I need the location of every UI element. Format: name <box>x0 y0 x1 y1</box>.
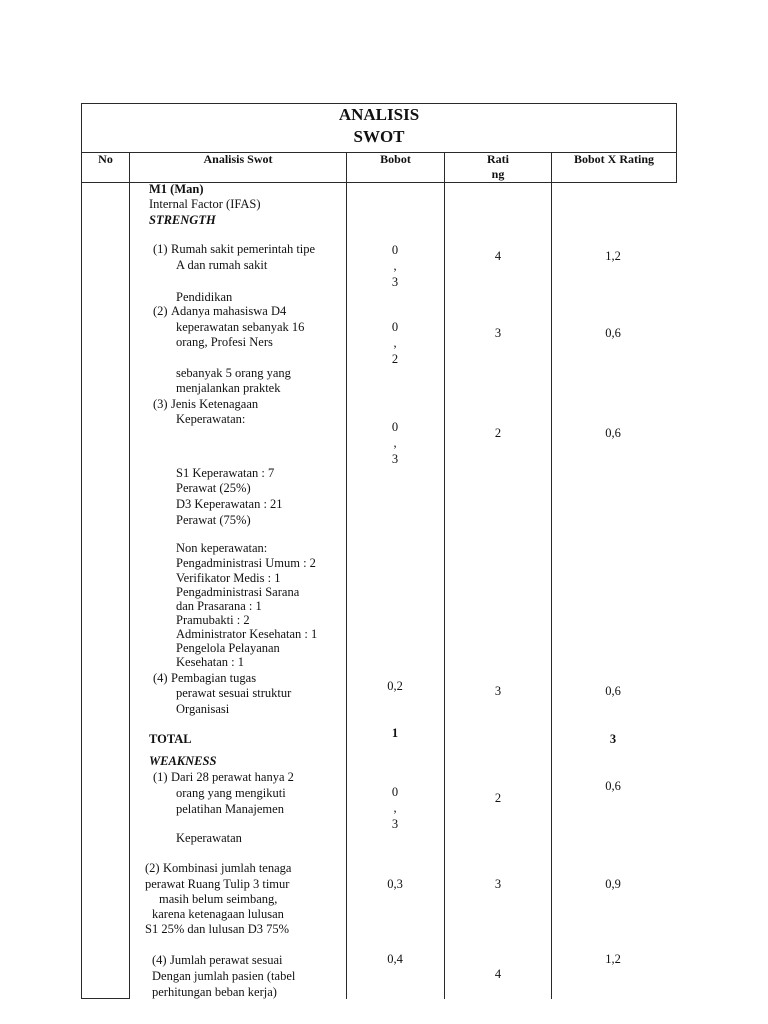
weakness-item-1-rating: 2 <box>494 791 502 805</box>
weakness-item-1-score: 0,6 <box>605 779 621 793</box>
strength-item-4-number: (4) <box>153 671 168 685</box>
strength-item-1-bobot-part-3: 3 <box>391 275 399 289</box>
header-bobot: Bobot <box>380 152 411 166</box>
strength-item-3-bobot-part-1: 0 <box>391 420 399 434</box>
strength-item-3-line-6: Perawat (75%) <box>176 513 251 527</box>
column-divider-bobot <box>444 152 445 999</box>
strength-item-1-number: (1) <box>153 242 168 256</box>
weakness-item-2-bobot: 0,3 <box>387 877 403 891</box>
document-title-line-1: ANALISIS <box>338 105 420 124</box>
strength-item-1-bobot-part-1: 0 <box>391 243 399 257</box>
weakness-item-1-line-3: pelatihan Manajemen <box>176 802 284 816</box>
strength-item-2-bobot-part-2: , <box>393 336 397 350</box>
weakness-item-2-line-2: perawat Ruang Tulip 3 timur <box>145 877 290 891</box>
weakness-item-1-bobot-part-1: 0 <box>391 785 399 799</box>
weakness-item-4-line-2: Dengan jumlah pasien (tabel <box>152 969 296 983</box>
strength-item-2-line-5: menjalankan praktek <box>176 381 281 395</box>
strength-total-label: TOTAL <box>149 732 192 746</box>
strength-item-3-line-11: dan Prasarana : 1 <box>176 599 262 613</box>
section-strength: STRENGTH <box>149 213 216 227</box>
strength-item-4-score: 0,6 <box>605 684 621 698</box>
strength-item-3-line-7: Non keperawatan: <box>176 541 268 555</box>
strength-item-4-rating: 3 <box>494 684 502 698</box>
header-rating-line-2: ng <box>491 167 505 181</box>
column-divider-analisis <box>346 152 347 999</box>
header-analisis-swot: Analisis Swot <box>203 152 273 166</box>
section-weakness: WEAKNESS <box>149 754 217 768</box>
strength-item-3-line-8: Pengadministrasi Umum : 2 <box>176 556 316 570</box>
strength-item-1-line-2: A dan rumah sakit <box>176 258 268 272</box>
strength-item-3-line-14: Pengelola Pelayanan <box>176 641 280 655</box>
strength-item-1-bobot-part-2: , <box>393 259 397 273</box>
weakness-item-1-number: (1) <box>153 770 168 784</box>
strength-item-4-line-1: Pembagian tugas <box>171 671 257 685</box>
strength-item-3-line-15: Kesehatan : 1 <box>176 655 245 669</box>
weakness-item-4-number: (4) <box>152 953 167 967</box>
section-internal-factor: Internal Factor (IFAS) <box>149 197 261 211</box>
strength-item-2-rating: 3 <box>494 326 502 340</box>
strength-item-2-number: (2) <box>153 304 168 318</box>
weakness-item-1-line-2: orang yang mengikuti <box>176 786 286 800</box>
strength-item-3-line-2: Keperawatan: <box>176 412 246 426</box>
weakness-item-2-line-4: karena ketenagaan lulusan <box>152 907 284 921</box>
strength-item-3-number: (3) <box>153 397 168 411</box>
strength-total-bobot: 1 <box>391 726 399 740</box>
strength-item-3-line-4: Perawat (25%) <box>176 481 251 495</box>
weakness-item-2-line-5: S1 25% dan lulusan D3 75% <box>145 922 290 936</box>
strength-item-3-bobot-part-3: 3 <box>391 452 399 466</box>
strength-item-2-line-3: orang, Profesi Ners <box>176 335 273 349</box>
strength-item-3-line-10: Pengadministrasi Sarana <box>176 585 300 599</box>
strength-item-3-line-13: Administrator Kesehatan : 1 <box>176 627 318 641</box>
document-title-line-2: SWOT <box>353 127 405 146</box>
weakness-item-1-bobot-part-2: , <box>393 801 397 815</box>
weakness-item-1-line-1: Dari 28 perawat hanya 2 <box>171 770 294 784</box>
strength-item-3-rating: 2 <box>494 426 502 440</box>
weakness-item-2-line-3: masih belum seimbang, <box>159 892 278 906</box>
weakness-item-2-score: 0,9 <box>605 877 621 891</box>
strength-item-3-bobot-part-2: , <box>393 436 397 450</box>
strength-item-3-line-12: Pramubakti : 2 <box>176 613 250 627</box>
strength-item-3-line-3: S1 Keperawatan : 7 <box>176 466 275 480</box>
weakness-item-2-line-1: Kombinasi jumlah tenaga <box>163 861 292 875</box>
header-bobot-x-rating: Bobot X Rating <box>573 152 654 166</box>
no-column-bottom-border <box>81 998 130 999</box>
strength-item-4-line-3: Organisasi <box>176 702 230 716</box>
strength-item-2-bobot-part-1: 0 <box>391 320 399 334</box>
weakness-item-4-rating: 4 <box>494 967 502 981</box>
column-divider-no <box>129 152 130 999</box>
strength-item-3-score: 0,6 <box>605 426 621 440</box>
strength-item-4-line-2: perawat sesuai struktur <box>176 686 292 700</box>
weakness-item-4-line-1: Jumlah perawat sesuai <box>170 953 283 967</box>
strength-item-3-line-1: Jenis Ketenagaan <box>171 397 259 411</box>
header-no: No <box>98 152 113 166</box>
weakness-item-4-bobot: 0,4 <box>387 952 403 966</box>
strength-item-2-line-4: sebanyak 5 orang yang <box>176 366 291 380</box>
column-divider-rating <box>551 152 552 999</box>
weakness-item-4-score: 1,2 <box>605 952 621 966</box>
strength-item-2-score: 0,6 <box>605 326 621 340</box>
strength-item-1-line-1: Rumah sakit pemerintah tipe <box>171 242 316 256</box>
header-rating-line-1: Rati <box>487 152 509 166</box>
strength-item-4-bobot: 0,2 <box>387 679 403 693</box>
weakness-item-2-rating: 3 <box>494 877 502 891</box>
strength-item-3-line-5: D3 Keperawatan : 21 <box>176 497 283 511</box>
strength-item-3-line-9: Verifikator Medis : 1 <box>176 571 281 585</box>
weakness-item-1-bobot-part-3: 3 <box>391 817 399 831</box>
strength-item-1-rating: 4 <box>494 249 502 263</box>
table-right-border <box>676 103 677 183</box>
strength-item-1-line-3: Pendidikan <box>176 290 233 304</box>
strength-item-1-score: 1,2 <box>605 249 621 263</box>
weakness-item-2-number: (2) <box>145 861 160 875</box>
weakness-item-4-line-3: perhitungan beban kerja) <box>152 985 277 999</box>
table-left-border <box>81 103 82 999</box>
strength-item-2-line-2: keperawatan sebanyak 16 <box>176 320 305 334</box>
weakness-item-1-line-4: Keperawatan <box>176 831 242 845</box>
strength-total-score: 3 <box>609 732 617 746</box>
strength-item-2-bobot-part-3: 2 <box>391 352 399 366</box>
section-m1-man: M1 (Man) <box>149 182 204 196</box>
strength-item-2-line-1: Adanya mahasiswa D4 <box>171 304 287 318</box>
